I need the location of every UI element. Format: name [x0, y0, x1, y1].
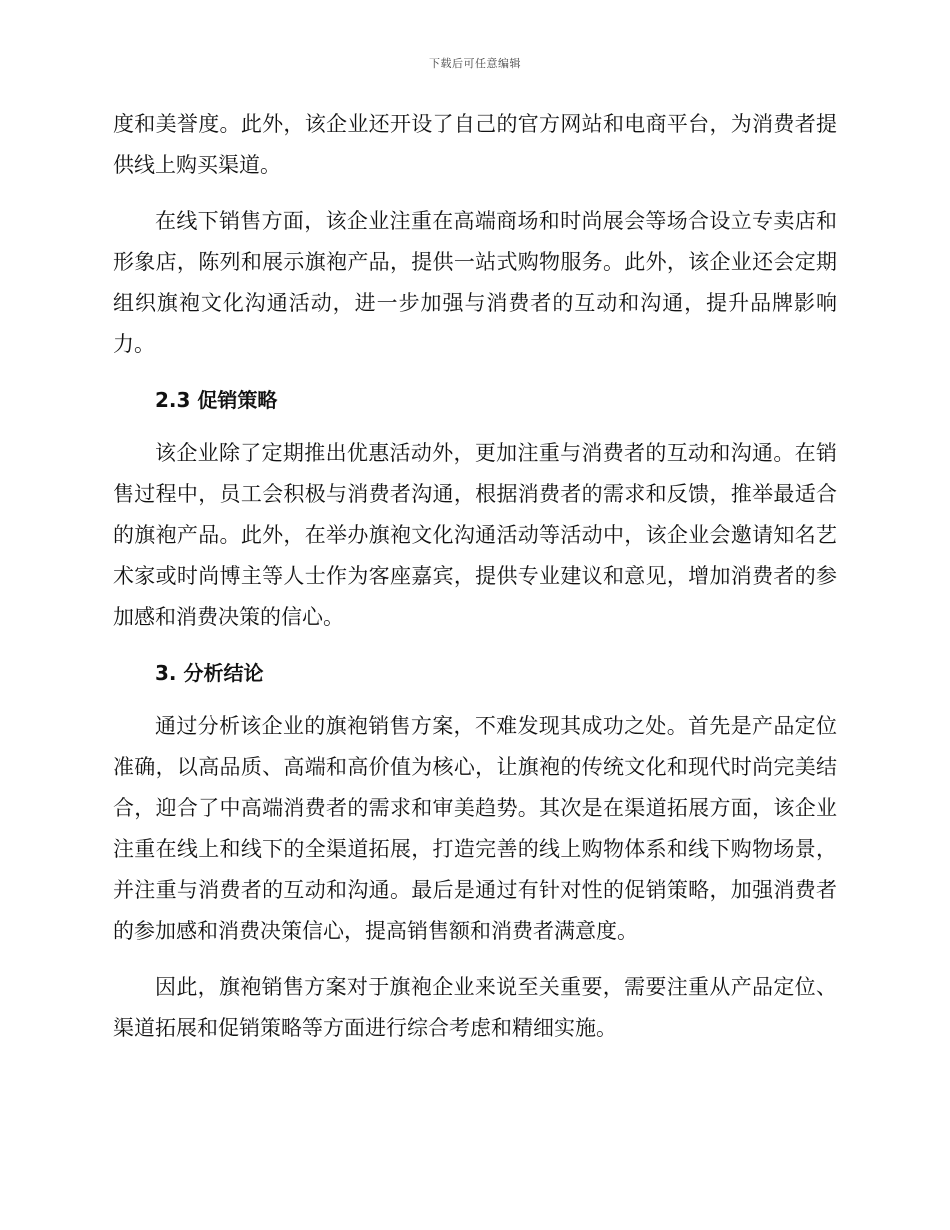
paragraph-conclusion: 通过分析该企业的旗袍销售方案，不难发现其成功之处。首先是产品定位准确，以高品质、高端和高价值为核心，让旗袍的传统文化和现代时尚完美结合，迎合了中高端消费者的需求和审美趋势。其次是在渠道拓展方面，该企业注重在线上和线下的全渠道拓展，打造完善的线上购物体系和线下购物场景，并注重与消费者的互动和沟通。最后是通过有针对性的促销策略，加强消费者的参加感和消费决策信心，提高销售额和消费者满意度。	[113, 714, 837, 943]
paragraph-continued: 度和美誉度。此外，该企业还开设了自己的官方网站和电商平台，为消费者提供线上购买渠道。	[113, 112, 837, 177]
document-body	[113, 104, 837, 1064]
section-heading-conclusion: 3. 分析结论	[155, 661, 264, 685]
paragraph-offline-sales: 在线下销售方面，该企业注重在高端商场和时尚展会等场合设立专卖店和形象店，陈列和展示旗袍产品，提供一站式购物服务。此外，该企业还会定期组织旗袍文化沟通活动，进一步加强与消费者的互动和沟通，提升品牌影响力。	[113, 209, 837, 356]
section-heading-promotion: 2.3 促销策略	[155, 388, 278, 412]
page-header: 下载后可任意编辑	[429, 57, 521, 70]
paragraph-promotion: 该企业除了定期推出优惠活动外，更加注重与消费者的互动和沟通。在销售过程中，员工会积极与消费者沟通，根据消费者的需求和反馈，推举最适合的旗袍产品。此外，在举办旗袍文化沟通活动等活动中，该企业会邀请知名艺术家或时尚博主等人士作为客座嘉宾，提供专业建议和意见，增加消费者的参加感和消费决策的信心。	[113, 441, 837, 629]
paragraph-summary: 因此，旗袍销售方案对于旗袍企业来说至关重要，需要注重从产品定位、渠道拓展和促销策略等方面进行综合考虑和精细实施。	[113, 975, 837, 1040]
